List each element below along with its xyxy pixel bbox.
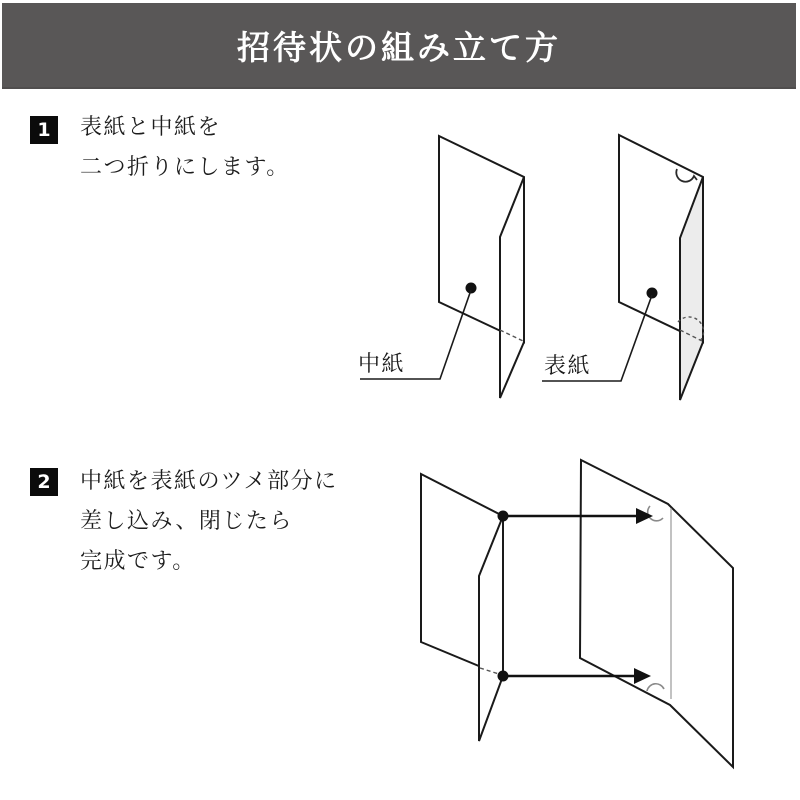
- step-2-line-1: 中紙を表紙のツメ部分に: [80, 469, 338, 494]
- step-2-line-2: 差し込み、閉じたら: [80, 509, 293, 534]
- step2-open-cover: [580, 460, 733, 767]
- step-2-number: 2: [37, 471, 51, 493]
- fold-corner-dot-top: [498, 511, 509, 522]
- fold-corner-dot-bottom: [498, 671, 509, 682]
- step1-inner-sheet: [358, 136, 524, 398]
- page-title: 招待状の組み立て方: [237, 27, 561, 67]
- cover-sheet-label: 表紙: [544, 354, 592, 379]
- step-2-line-3: 完成です。: [80, 549, 196, 574]
- step2-cover-outline: [580, 460, 733, 767]
- step-1-number: 1: [37, 119, 51, 141]
- step-1-line-2: 二つ折りにします。: [80, 155, 290, 180]
- step2-inner-sheet: [421, 474, 503, 741]
- inner-sheet-label: 中紙: [358, 352, 406, 377]
- step-1-line-1: 表紙と中紙を: [80, 115, 222, 140]
- step1-cover-sheet: [542, 135, 704, 400]
